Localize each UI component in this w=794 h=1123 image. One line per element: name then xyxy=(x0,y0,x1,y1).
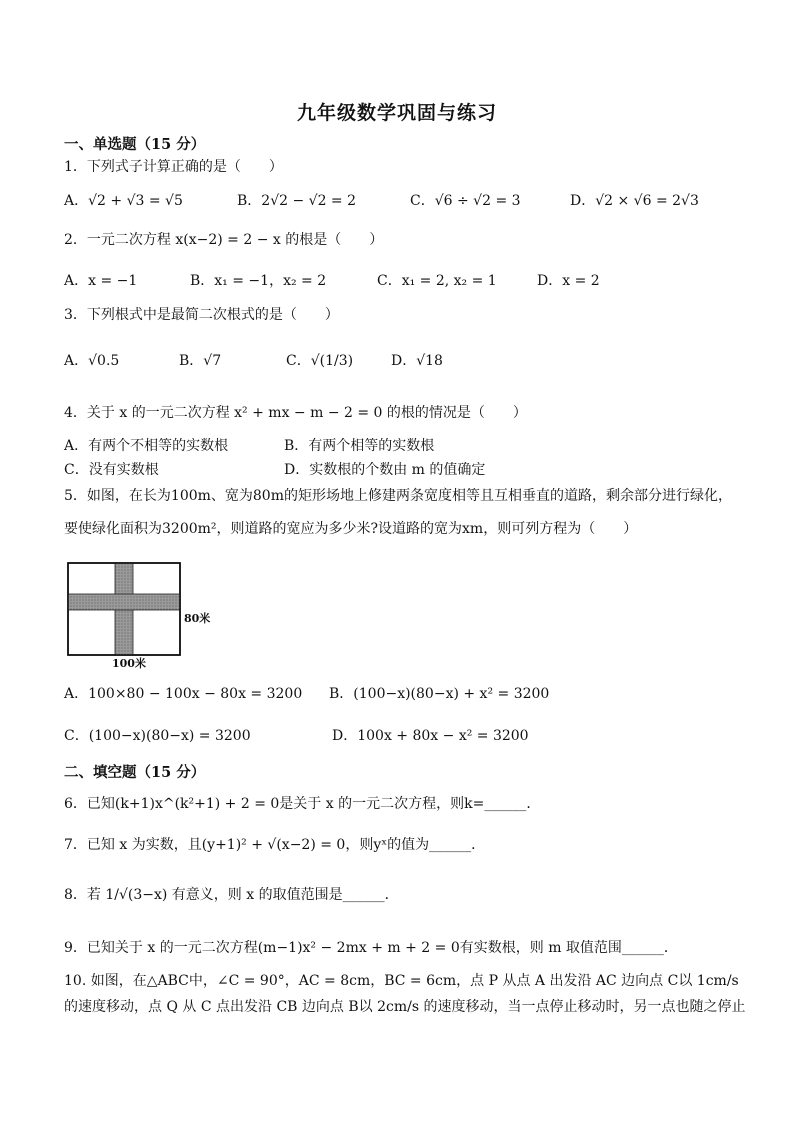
question-2-option-b: B．x₁ = −1，x₂ = 2 xyxy=(190,273,327,289)
question-3-option-b: B．√7 xyxy=(179,353,222,369)
question-5-option-a: A．100×80 − 100x − 80x = 3200 xyxy=(64,686,303,702)
question-5-line-2: 要使绿化面积为3200m²，则道路的宽应为多少米?设道路的宽为xm，则可列方程为（ ） xyxy=(64,521,638,537)
horizontal-road xyxy=(68,594,180,610)
question-3-stem: 3．下列根式中是最简二次根式的是（ ） xyxy=(64,307,339,323)
section-heading-single-choice: 一、单选题（15 分） xyxy=(64,136,206,153)
question-5-option-b: B．(100−x)(80−x) + x² = 3200 xyxy=(329,686,550,702)
page-title: 九年级数学巩固与练习 xyxy=(296,102,497,124)
question-5-option-d: D．100x + 80x − x² = 3200 xyxy=(332,728,529,744)
question-4-option-a: A．有两个不相等的实数根 xyxy=(64,438,229,454)
question-4-stem: 4．关于 x 的一元二次方程 x² + mx − m − 2 = 0 的根的情况是（ ） xyxy=(64,405,527,421)
question-8: 8．若 1/√(3−x) 有意义，则 x 的取值范围是______． xyxy=(64,887,399,903)
question-10-line-2: 的速度移动，点 Q 从 C 点出发沿 CB 边向点 B以 2cm/s 的速度移动，当一点停止移动时，另一点也随之停止 xyxy=(64,999,746,1015)
question-3-option-c: C．√(1/3) xyxy=(286,353,354,369)
question-1-option-c: C．√6 ÷ √2 = 3 xyxy=(410,193,521,209)
question-1-option-b: B．2√2 − √2 = 2 xyxy=(237,193,357,209)
question-6: 6．已知(k+1)x^(k²+1) + 2 = 0是关于 x 的一元二次方程，则k=______． xyxy=(64,796,541,812)
question-1-stem: 1．下列式子计算正确的是（ ） xyxy=(64,159,283,175)
question-2-option-c: C．x₁ = 2, x₂ = 1 xyxy=(377,273,497,289)
question-1-option-d: D．√2 × √6 = 2√3 xyxy=(570,193,699,209)
question-3-option-d: D．√18 xyxy=(391,353,443,369)
question-4-option-b: B．有两个相等的实数根 xyxy=(284,438,435,454)
figure-length-label: 100米 xyxy=(112,657,146,670)
question-7: 7．已知 x 为实数，且(y+1)² + √(x−2) = 0，则yˣ的值为______． xyxy=(64,837,486,853)
question-2-option-a: A．x = −1 xyxy=(64,273,138,289)
question-4-option-d: D．实数根的个数由 m 的值确定 xyxy=(284,462,486,478)
question-10-line-1: 10. 如图，在△ABC中，∠C = 90°，AC = 8cm，BC = 6cm，点 P 从点 A 出发沿 AC 边向点 C以 1cm/s xyxy=(64,973,739,989)
figure-width-label: 80米 xyxy=(184,612,211,625)
question-4-option-c: C．没有实数根 xyxy=(64,462,159,478)
question-2-stem: 2．一元二次方程 x(x−2) = 2 − x 的根是（ ） xyxy=(64,232,384,248)
question-1-option-a: A．√2 + √3 = √5 xyxy=(64,193,183,209)
question-5-line-1: 5．如图，在长为100m、宽为80m的矩形场地上修建两条宽度相等且互相垂直的道路，剩余部分进行绿化， xyxy=(64,488,732,504)
question-5-option-c: C．(100−x)(80−x) = 3200 xyxy=(64,728,251,744)
question-3-option-a: A．√0.5 xyxy=(64,353,120,369)
section-heading-fill-blank: 二、填空题（15 分） xyxy=(64,764,206,781)
question-2-option-d: D．x = 2 xyxy=(537,273,600,289)
question-9: 9．已知关于 x 的一元二次方程(m−1)x² − 2mx + m + 2 = 0有实数根，则 m 取值范围______． xyxy=(64,940,678,956)
